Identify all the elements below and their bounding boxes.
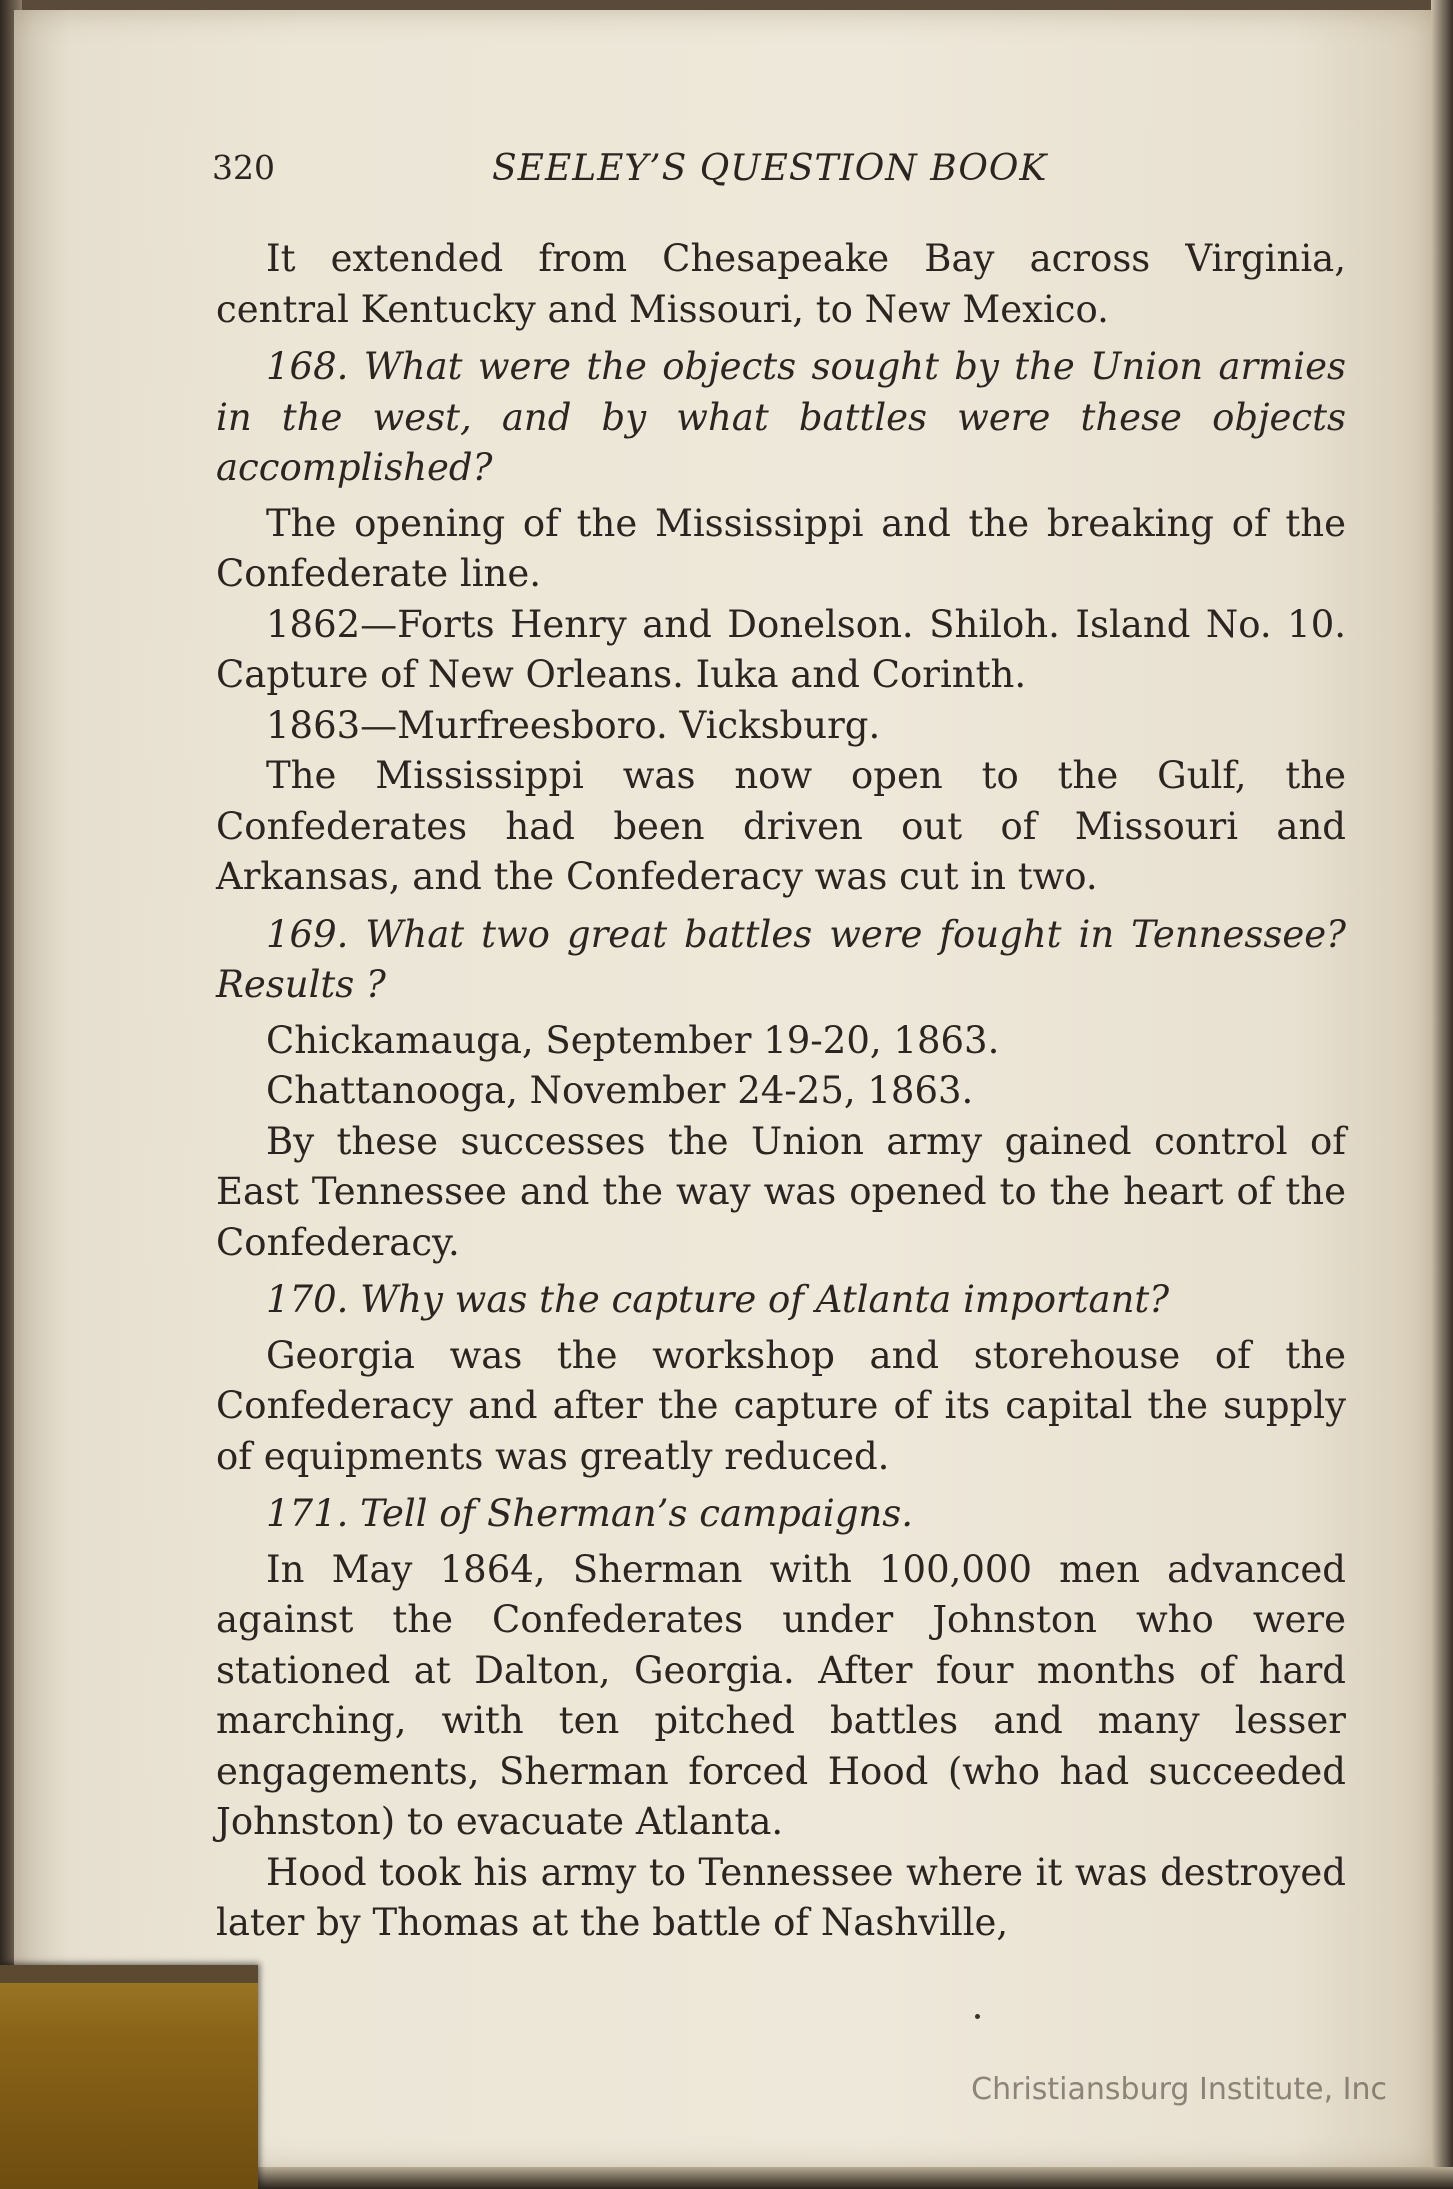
answer-paragraph: Chickamauga, September 19-20, 1863. <box>266 1018 1000 1062</box>
page-header <box>212 148 1342 196</box>
answer-paragraph: By these successes the Union army gained control of East Tennessee and the way was opened to the heart of the Confederacy. <box>216 1119 1346 1264</box>
ink-speck <box>975 2014 980 2019</box>
question-169: 169. What two great battles were fought in Tennessee? Results ? <box>216 912 1346 1006</box>
question-170: 170. Why was the capture of Atlanta important? <box>266 1278 1170 1321</box>
answer-paragraph: 1862—Forts Henry and Donelson. Shiloh. Island No. 10. Capture of New Orleans. Iuka and Corinth. <box>216 602 1346 696</box>
answer-paragraph: Georgia was the workshop and storehouse of the Confederacy and after the capture of its capital the supply of equipments was greatly reduced. <box>216 1333 1346 1478</box>
answer-paragraph: 1863—Murfreesboro. Vicksburg. <box>266 703 881 747</box>
answer-paragraph: It extended from Chesapeake Bay across Virginia, central Kentucky and Missouri, to New Mexico. <box>216 237 1346 331</box>
question-168: 168. What were the objects sought by the Union armies in the west, and by what battles were these objects accomplished? <box>216 345 1346 489</box>
answer-paragraph: The opening of the Mississippi and the breaking of the Confederate line. <box>216 501 1346 595</box>
answer-paragraph: The Mississippi was now open to the Gulf, the Confederates had been driven out of Missouri and Arkansas, and the Confederacy was cut in two. <box>216 754 1346 898</box>
bookmark-shadow <box>0 1965 258 1983</box>
answer-paragraph: Hood took his army to Tennessee where it was destroyed later by Thomas at the battle of Nashville, <box>216 1850 1346 1944</box>
question-171: 171. Tell of Sherman’s campaigns. <box>266 1492 913 1535</box>
answer-paragraph: Chattanooga, November 24-25, 1863. <box>266 1069 974 1112</box>
page-body <box>216 234 1346 1949</box>
running-head: SEELEY’S QUESTION BOOK <box>492 148 1048 189</box>
answer-paragraph: In May 1864, Sherman with 100,000 men advanced against the Confederates under Johnston who were stationed at Dalton, Georgia. After four months of hard marching, with ten pitched battles and many lesser engagements, Sherman forced Hood (who had succeeded Johnston) to evacuate Atlanta. <box>216 1547 1346 1843</box>
page-number: 320 <box>212 148 275 187</box>
page-right-edge <box>1431 0 1453 2189</box>
bookmark <box>0 1965 258 2189</box>
watermark: Christiansburg Institute, Inc <box>971 2072 1387 2107</box>
